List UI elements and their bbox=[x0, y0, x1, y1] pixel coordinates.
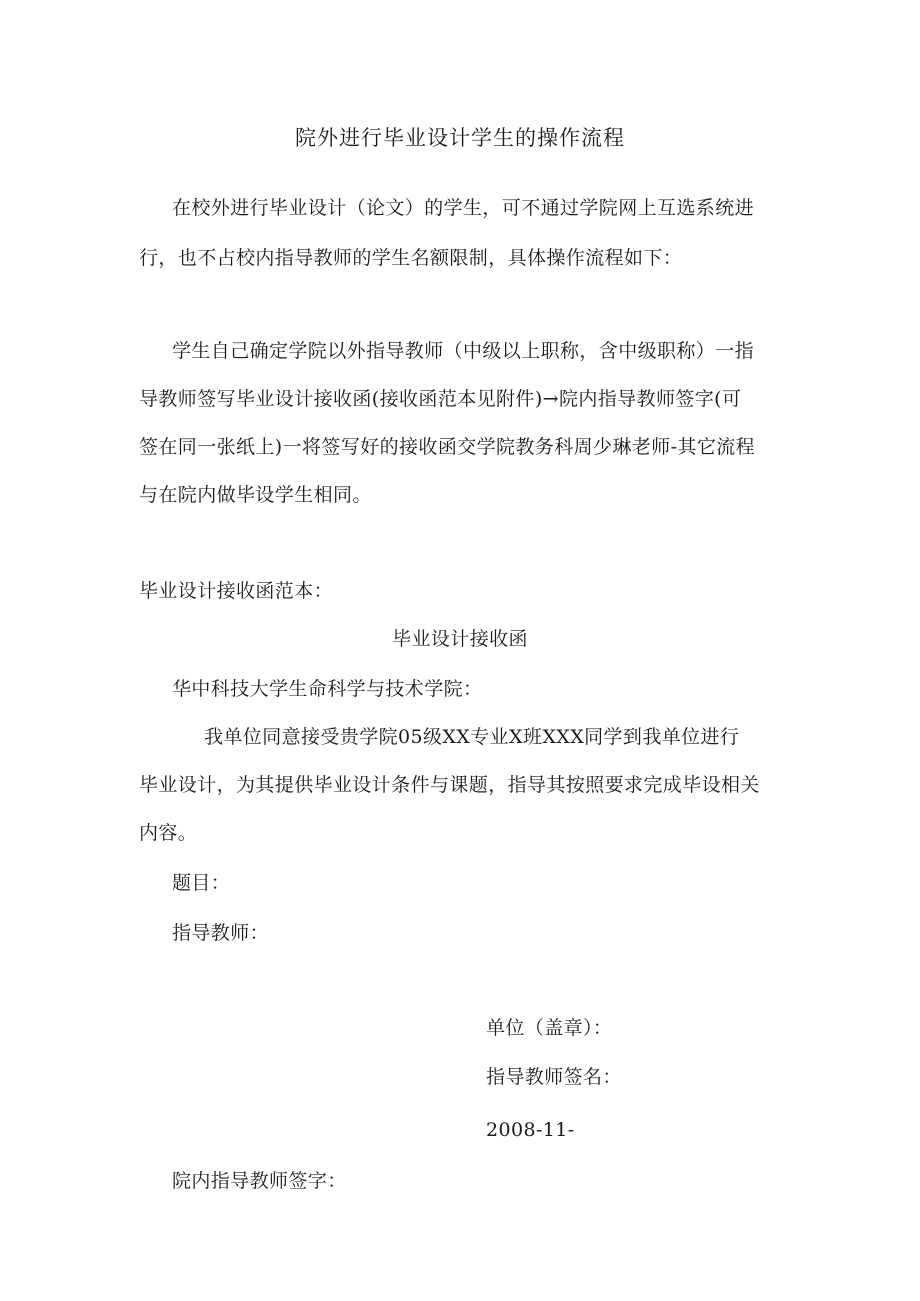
process-line-3: 签在同一张纸上)一将签写好的接收函交学院教务科周少琳老师-其它流程 bbox=[139, 436, 756, 458]
internal-advisor-label: 院内指导教师签字： bbox=[172, 1170, 347, 1192]
letter-heading: 毕业设计接收函 bbox=[392, 628, 528, 650]
process-line-2: 导教师签写毕业设计接收函(接收函范本见附件)→院内指导教师签字(可 bbox=[139, 388, 742, 410]
intro-line-2: 行，也不占校内指导教师的学生名额限制，具体操作流程如下： bbox=[139, 247, 683, 269]
letter-body-line-1: 我单位同意接受贵学院05级XX专业X班XXX同学到我单位进行 bbox=[204, 726, 740, 748]
letter-addressee: 华中科技大学生命科学与技术学院： bbox=[172, 678, 483, 700]
letter-body-line-3: 内容。 bbox=[139, 822, 198, 844]
advisor-signature-label: 指导教师签名： bbox=[486, 1066, 622, 1088]
process-line-1: 学生自己确定学院以外指导教师（中级以上职称，含中级职称）一指 bbox=[172, 340, 755, 362]
process-line-4: 与在院内做毕设学生相同。 bbox=[139, 484, 372, 506]
template-label: 毕业设计接收函范本： bbox=[139, 580, 334, 602]
letter-date: 2008-11- bbox=[486, 1119, 575, 1141]
page-title: 院外进行毕业设计学生的操作流程 bbox=[295, 126, 625, 150]
topic-label: 题目： bbox=[172, 872, 231, 894]
unit-stamp-label: 单位（盖章）： bbox=[486, 1017, 613, 1039]
letter-body-line-2: 毕业设计，为其提供毕业设计条件与课题，指导其按照要求完成毕设相关 bbox=[139, 774, 760, 796]
intro-line-1: 在校外进行毕业设计（论文）的学生，可不通过学院网上互选系统进 bbox=[172, 197, 755, 219]
advisor-label: 指导教师： bbox=[172, 922, 270, 944]
